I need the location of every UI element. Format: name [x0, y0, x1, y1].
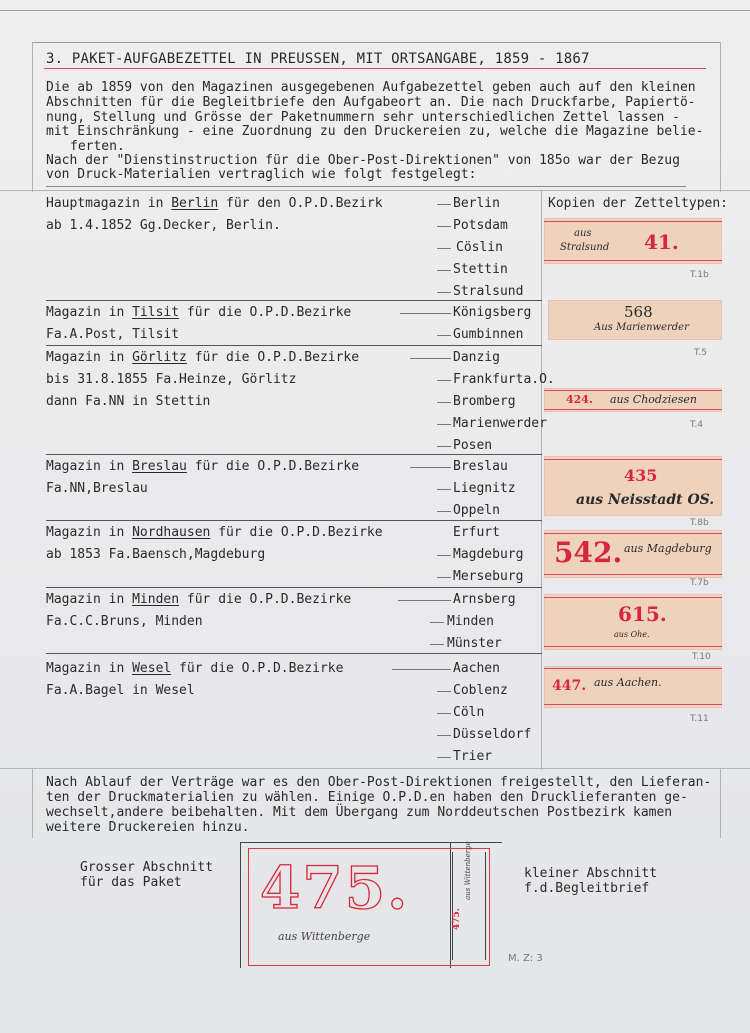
- group-goerlitz-title: Magazin in Görlitz für die O.P.D.Bezirke: [46, 350, 360, 365]
- group-berlin-title: Hauptmagazin in Berlin für den O.P.D.Bezirk: [46, 196, 383, 211]
- type-label-t5: T.5: [694, 348, 708, 358]
- group-wesel-title: Magazin in Wesel für die O.P.D.Bezirke: [46, 661, 344, 676]
- intro-line-2: Abschnitten für die Begleitbriefe den Aufgabeort an. Die nach Druckfarbe, Papiertö-: [46, 95, 696, 110]
- copies-column-divider: [541, 190, 542, 770]
- group-goerlitz-printer-2: dann Fa.NN in Stettin: [46, 394, 211, 409]
- type-label-t10: T.10: [692, 652, 711, 662]
- place-erfurt: Erfurt: [453, 525, 500, 540]
- stamp-chodziesen: 424. aus Chodziesen: [544, 388, 722, 412]
- group-goerlitz-printer-1: bis 31.8.1855 Fa.Heinze, Görlitz: [46, 372, 297, 387]
- outro-frame-left: [32, 768, 33, 838]
- label-diagram: [240, 842, 502, 968]
- group-breslau-printer: Fa.NN,Breslau: [46, 481, 148, 496]
- small-place: aus Wittenberge: [464, 841, 472, 900]
- place-magdeburg: Magdeburg: [453, 547, 524, 562]
- separator-1: [46, 300, 542, 301]
- group-wesel-printer: Fa.A.Bagel in Wesel: [46, 683, 195, 698]
- title-frame-right: [720, 42, 721, 192]
- copies-header: Kopien der Zetteltypen:: [548, 196, 729, 211]
- stamp-ohe: 615. aus Ohe.: [544, 594, 722, 650]
- group-nordhausen-title: Magazin in Nordhausen für die O.P.D.Bezirke: [46, 525, 383, 540]
- table-top-line: [0, 190, 750, 191]
- place-trier: Trier: [453, 749, 493, 764]
- stamp-stralsund: aus Stralsund 41.: [544, 218, 722, 264]
- group-minden-title: Magazin in Minden für die O.P.D.Bezirke: [46, 592, 352, 607]
- place-koenigsberg: Königsberg: [453, 305, 532, 320]
- title-frame-left: [32, 42, 33, 192]
- group-minden-printer: Fa.C.C.Bruns, Minden: [46, 614, 203, 629]
- large-number: 475.: [260, 854, 410, 922]
- page-top-line: [0, 10, 750, 11]
- intro-line-5: ferten.: [70, 139, 125, 154]
- table-bottom-line: [0, 768, 750, 769]
- group-berlin-printer: ab 1.4.1852 Gg.Decker, Berlin.: [46, 218, 281, 233]
- small-section-label-1: kleiner Abschnitt: [524, 866, 658, 881]
- intro-line-1: Die ab 1859 von den Magazinen ausgegebenen Aufgabezettel geben auch auf den kleinen: [46, 80, 696, 95]
- place-marienwerder: Marienwerder: [453, 416, 547, 431]
- place-coeslin: Cöslin: [456, 240, 503, 255]
- place-gumbinnen: Gumbinnen: [453, 327, 524, 342]
- intro-line-7: von Druck-Materialien vertraglich wie folgt festgelegt:: [46, 167, 477, 182]
- place-merseburg: Merseburg: [453, 569, 524, 584]
- place-liegnitz: Liegnitz: [453, 481, 516, 496]
- group-tilsit-printer: Fa.A.Post, Tilsit: [46, 327, 180, 342]
- type-label-t11: T.11: [690, 714, 709, 724]
- title-frame-top: [32, 42, 720, 43]
- group-nordhausen-printer: ab 1853 Fa.Baensch,Magdeburg: [46, 547, 266, 562]
- title-underline: [44, 68, 706, 69]
- page-title: 3. PAKET-AUFGABEZETTEL IN PREUSSEN, MIT ORTSANGABE, 1859 - 1867: [46, 51, 590, 67]
- outro-line-3: wechselt,andere beibehalten. Mit dem Übergang zum Norddeutschen Postbezirk kamen: [46, 805, 673, 820]
- outro-line-4: weitere Druckereien hinzu.: [46, 820, 250, 835]
- large-section-label-1: Grosser Abschnitt: [80, 860, 214, 875]
- separator-4: [46, 520, 542, 521]
- small-section-label-2: f.d.Begleitbrief: [524, 881, 650, 896]
- type-label-t7b: T.7b: [690, 578, 709, 588]
- large-place: aus Wittenberge: [278, 930, 371, 943]
- diagram-mark: M. Z: 3: [508, 953, 543, 964]
- separator-3: [46, 454, 542, 455]
- separator-2: [46, 345, 542, 346]
- intro-line-6: Nach der "Dienstinstruction für die Ober-Post-Direktionen" von 185o war der Bezug: [46, 153, 680, 168]
- place-posen: Posen: [453, 438, 493, 453]
- intro-line-3: nung, Stellung und Grösse der Paketnummern sehr unterschiedlichen Zettel lassen -: [46, 110, 680, 125]
- place-bromberg: Bromberg: [453, 394, 516, 409]
- place-aachen: Aachen: [453, 661, 500, 676]
- outro-frame-right: [720, 768, 721, 838]
- large-section-label-2: für das Paket: [80, 875, 182, 890]
- place-minden: Minden: [447, 614, 494, 629]
- stamp-aachen: 447. aus Aachen.: [544, 666, 722, 708]
- place-potsdam: Potsdam: [453, 218, 508, 233]
- place-frankfurt: Frankfurta.O.: [453, 372, 555, 387]
- separator-6: [46, 653, 542, 654]
- place-stettin: Stettin: [453, 262, 508, 277]
- place-berlin: Berlin: [453, 196, 500, 211]
- outro-line-2: ten der Druckmaterialien zu wählen. Einige O.P.D.en haben den Drucklieferanten ge-: [46, 790, 688, 805]
- place-coeln: Cöln: [453, 705, 485, 720]
- separator-5: [46, 587, 542, 588]
- type-label-t8b: T.8b: [690, 518, 709, 528]
- place-oppeln: Oppeln: [453, 503, 500, 518]
- place-muenster: Münster: [447, 636, 502, 651]
- stamp-marienwerder: 568 Aus Marienwerder: [548, 300, 722, 340]
- place-duesseldorf: Düsseldorf: [453, 727, 532, 742]
- small-section-content: [452, 841, 480, 960]
- place-breslau: Breslau: [453, 459, 508, 474]
- type-label-t1b: T.1b: [690, 270, 709, 280]
- place-arnsberg: Arnsberg: [453, 592, 516, 607]
- stamp-magdeburg: 542. aus Magdeburg: [544, 530, 722, 578]
- place-coblenz: Coblenz: [453, 683, 508, 698]
- group-breslau-title: Magazin in Breslau für die O.P.D.Bezirke: [46, 459, 360, 474]
- intro-rule: [46, 186, 686, 187]
- place-stralsund: Stralsund: [453, 284, 524, 299]
- type-label-t4: T.4: [690, 420, 704, 430]
- place-danzig: Danzig: [453, 350, 500, 365]
- small-number: 475.: [452, 908, 462, 930]
- outro-line-1: Nach Ablauf der Verträge war es den Ober-Post-Direktionen freigestellt, den Lieferan-: [46, 775, 712, 790]
- group-tilsit-title: Magazin in Tilsit für die O.P.D.Bezirke: [46, 305, 352, 320]
- intro-line-4: mit Einschränkung - eine Zuordnung zu den Druckereien zu, welche die Magazine belie-: [46, 124, 704, 139]
- stamp-neisstadt: 435 aus Neisstadt OS.: [544, 456, 722, 516]
